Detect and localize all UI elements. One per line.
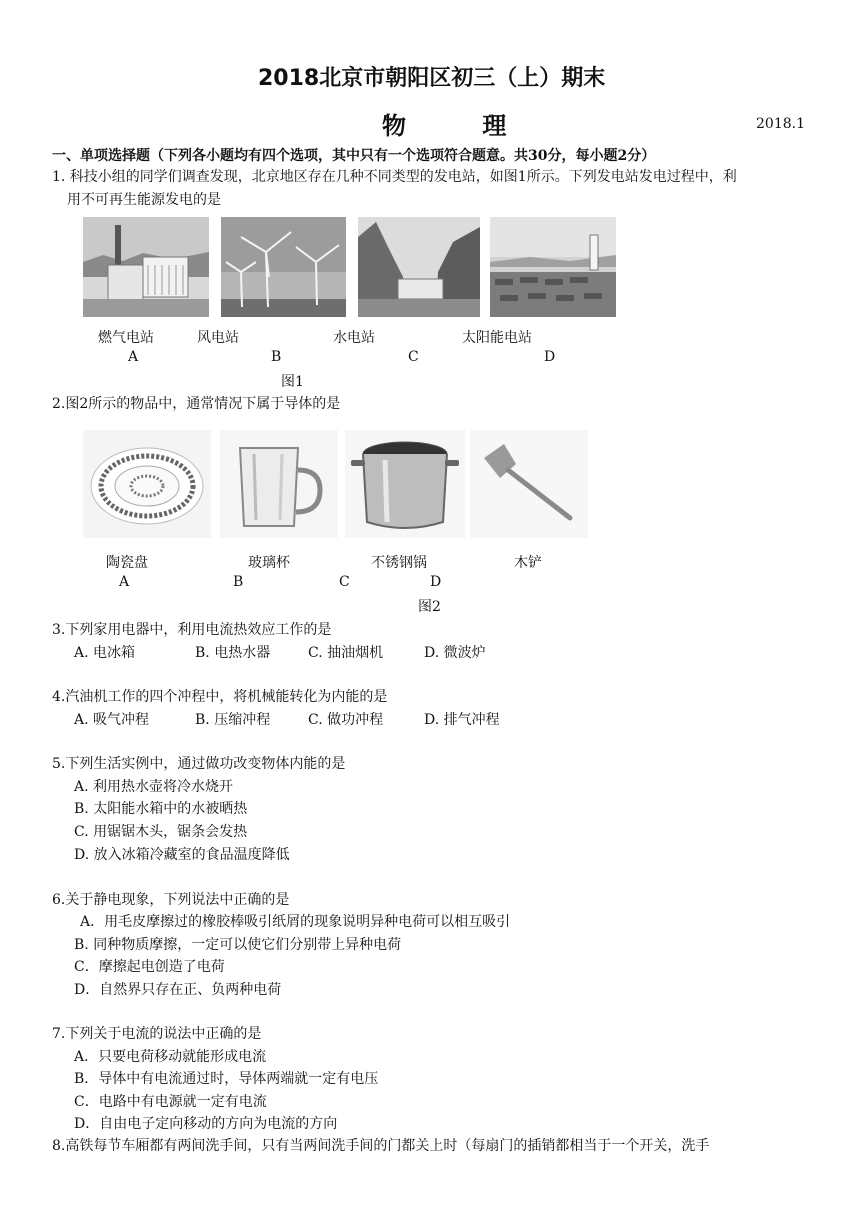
q1-stem-line1: 1. 科技小组的同学们调查发现，北京地区存在几种不同类型的发电站，如图1所示。下列发电站发电过程中，利 bbox=[52, 169, 737, 185]
q2-caption-d: 木铲 bbox=[514, 555, 542, 571]
q2-caption-c: 不锈钢锅 bbox=[371, 555, 427, 571]
q2-caption-a: 陶瓷盘 bbox=[106, 555, 148, 571]
figure-2-label: 图2 bbox=[418, 599, 441, 615]
q6-option-a: A．用毛皮摩擦过的橡胶棒吸引纸屑的现象说明异种电荷可以相互吸引 bbox=[80, 914, 511, 930]
gas-power-station-image bbox=[83, 217, 209, 317]
solar-power-station-image bbox=[490, 217, 616, 317]
wooden-spatula-image bbox=[470, 430, 588, 538]
q4-option-b: B. 压缩冲程 bbox=[195, 712, 271, 728]
q7-option-a: A．只要电荷移动就能形成电流 bbox=[74, 1049, 267, 1065]
q1-stem-line2: 用不可再生能源发电的是 bbox=[67, 192, 221, 208]
figure-1-label: 图1 bbox=[281, 374, 304, 390]
q3-stem: 3.下列家用电器中，利用电流热效应工作的是 bbox=[52, 622, 332, 638]
q2-letter-b: B bbox=[233, 574, 244, 590]
ceramic-plate-image bbox=[83, 430, 211, 538]
q5-stem: 5.下列生活实例中，通过做功改变物体内能的是 bbox=[52, 756, 346, 772]
q6-option-b: B. 同种物质摩擦，一定可以使它们分别带上异种电荷 bbox=[74, 937, 402, 953]
q1-caption-d: 太阳能电站 bbox=[462, 330, 532, 346]
q5-option-b: B. 太阳能水箱中的水被晒热 bbox=[74, 801, 248, 817]
q4-option-a: A. 吸气冲程 bbox=[74, 712, 150, 728]
q7-option-c: C．电路中有电源就一定有电流 bbox=[74, 1094, 267, 1110]
q6-option-c: C．摩擦起电创造了电荷 bbox=[74, 959, 225, 975]
q4-option-c: C. 做功冲程 bbox=[308, 712, 384, 728]
q3-option-b: B. 电热水器 bbox=[195, 645, 271, 661]
q4-option-d: D. 排气冲程 bbox=[424, 712, 500, 728]
q3-option-c: C. 抽油烟机 bbox=[308, 645, 384, 661]
page-title: 2018北京市朝阳区初三（上）期末 bbox=[258, 66, 606, 91]
hydro-power-station-image bbox=[358, 217, 480, 317]
q5-option-c: C. 用锯锯木头，锯条会发热 bbox=[74, 824, 248, 840]
q2-letter-a: A bbox=[119, 574, 130, 590]
q2-caption-b: 玻璃杯 bbox=[248, 555, 290, 571]
q6-option-d: D．自然界只存在正、负两种电荷 bbox=[74, 982, 282, 998]
q3-option-d: D. 微波炉 bbox=[424, 645, 486, 661]
q1-letter-b: B bbox=[271, 349, 282, 365]
wind-power-station-image bbox=[221, 217, 346, 317]
q5-option-d: D. 放入冰箱冷藏室的食品温度降低 bbox=[74, 847, 290, 863]
q1-letter-a: A bbox=[128, 349, 139, 365]
q1-letter-c: C bbox=[408, 349, 419, 365]
q6-stem: 6.关于静电现象，下列说法中正确的是 bbox=[52, 892, 290, 908]
subject-title: 物 理 bbox=[382, 112, 541, 140]
q8-stem: 8.高铁每节车厢都有两间洗手间，只有当两间洗手间的门都关上时（每扇门的插销都相当于一个开关，洗手 bbox=[52, 1138, 710, 1154]
q2-letter-c: C bbox=[339, 574, 350, 590]
q1-caption-b: 风电站 bbox=[197, 330, 239, 346]
stainless-steel-pot-image bbox=[345, 430, 465, 538]
q7-option-b: B．导体中有电流通过时，导体两端就一定有电压 bbox=[74, 1071, 379, 1087]
q1-letter-d: D bbox=[544, 349, 556, 365]
exam-date: 2018.1 bbox=[756, 116, 805, 132]
q2-stem: 2.图2所示的物品中，通常情况下属于导体的是 bbox=[52, 396, 341, 412]
q5-option-a: A. 利用热水壶将冷水烧开 bbox=[74, 779, 234, 795]
glass-cup-image bbox=[220, 430, 338, 538]
section-heading: 一、单项选择题（下列各小题均有四个选项，其中只有一个选项符合题意。共30分，每小题2分） bbox=[52, 148, 656, 164]
q1-caption-a: 燃气电站 bbox=[98, 330, 154, 346]
q7-option-d: D．自由电子定向移动的方向为电流的方向 bbox=[74, 1116, 338, 1132]
q2-letter-d: D bbox=[430, 574, 442, 590]
q7-stem: 7.下列关于电流的说法中正确的是 bbox=[52, 1026, 262, 1042]
q1-caption-c: 水电站 bbox=[333, 330, 375, 346]
q3-option-a: A. 电冰箱 bbox=[74, 645, 136, 661]
q4-stem: 4.汽油机工作的四个冲程中，将机械能转化为内能的是 bbox=[52, 689, 388, 705]
